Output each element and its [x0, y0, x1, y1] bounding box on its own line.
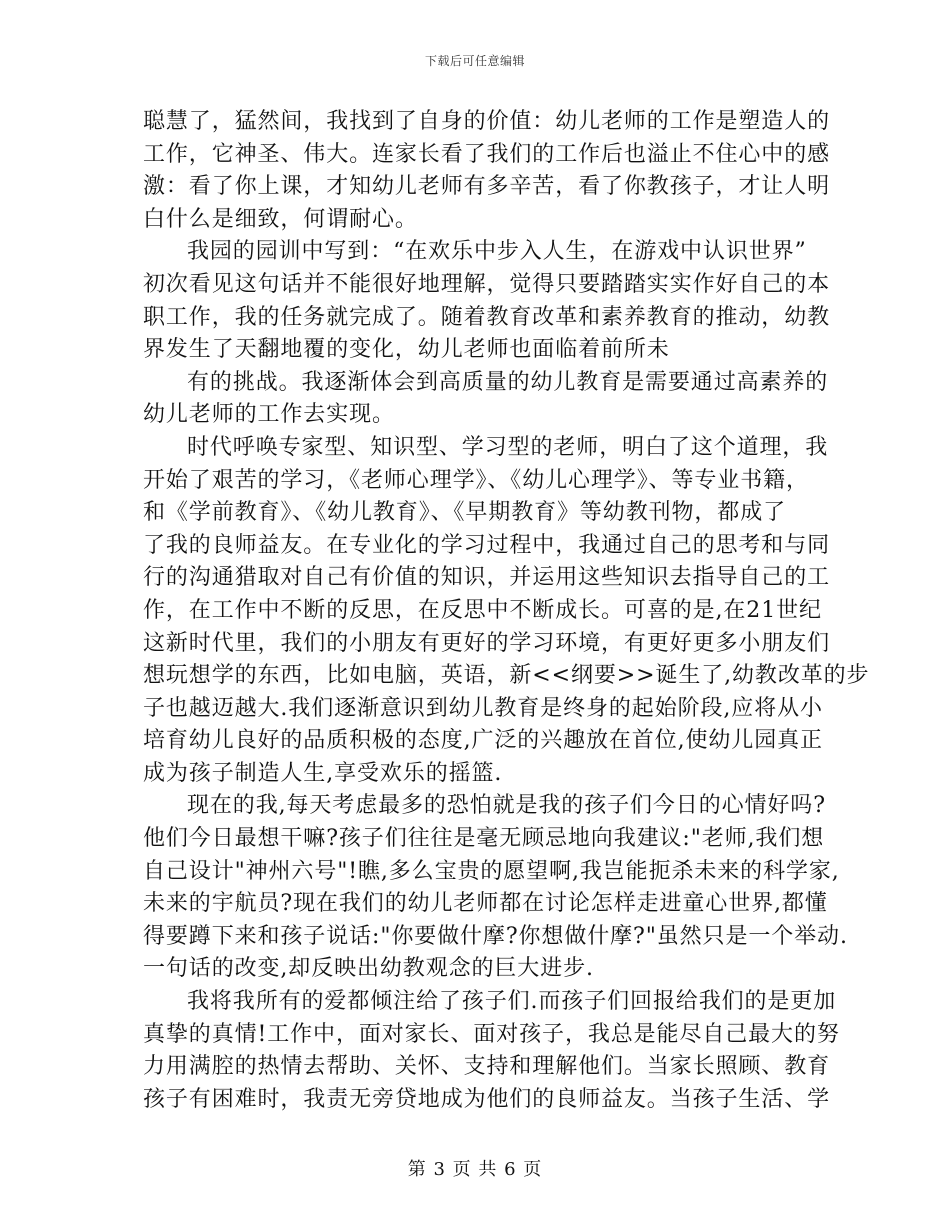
text-line: 作，在工作中不断的反思，在反思中不断成长。可喜的是,在21世纪: [143, 597, 822, 623]
text-line: 界发生了天翻地覆的变化，幼儿老师也面临着前所未: [143, 337, 670, 363]
text-line: 幼儿老师的工作去实现。: [143, 402, 395, 428]
text-line: 开始了艰苦的学习，《老师心理学》、《幼儿心理学》、等专业书籍，: [143, 467, 809, 493]
text-line: 和《学前教育》、《幼儿教育》、《早期教育》等幼教刊物，都成了: [143, 500, 787, 526]
text-line: 孩子有困难时，我责无旁贷地成为他们的良师益友。当孩子生活、学: [143, 1086, 831, 1112]
text-line: 初次看见这句话并不能很好地理解，觉得只要踏踏实实作好自己的本: [143, 271, 831, 297]
text-line: 这新时代里，我们的小朋友有更好的学习环境，有更好更多小朋友们: [143, 630, 831, 656]
document-body: [143, 106, 870, 1116]
text-line: 一句话的改变,却反映出幼教观念的巨大进步.: [143, 956, 594, 982]
text-line: 工作，它神圣、伟大。连家长看了我们的工作后也溢止不住心中的感: [143, 141, 831, 167]
text-line: 时代呼唤专家型、知识型、学习型的老师，明白了这个道理，我: [187, 434, 829, 460]
text-line: 成为孩子制造人生,享受欢乐的摇篮.: [143, 760, 503, 786]
text-line: 我园的园训中写到：“在欢乐中步入人生，在游戏中认识世界”: [187, 239, 807, 265]
text-line: 自己设计"神州六号"!瞧,多么宝贵的愿望啊,我岂能扼杀未来的科学家,: [143, 858, 840, 884]
text-line: 白什么是细致，何谓耐心。: [143, 206, 418, 232]
text-line: 了我的良师益友。在专业化的学习过程中，我通过自己的思考和与同: [143, 532, 831, 558]
page-footer: 第 3 页 共 6 页: [407, 1159, 543, 1180]
text-line: 未来的宇航员?现在我们的幼儿老师都在讨论怎样走进童心世界,都懂: [143, 891, 828, 917]
text-line: 有的挑战。我逐渐体会到高质量的幼儿教育是需要通过高素养的: [187, 369, 829, 395]
text-line: 培育幼儿良好的品质积极的态度,广泛的兴趣放在首位,使幼儿园真正: [143, 728, 823, 754]
text-line: 得要蹲下来和孩子说话:"你要做什摩?你想做什摩?"虽然只是一个举动.: [143, 923, 848, 949]
text-line: 行的沟通猎取对自己有价值的知识，并运用这些知识去指导自己的工: [143, 565, 831, 591]
text-line: 他们今日最想干嘛?孩子们往往是毫无顾忌地向我建议:"老师,我们想: [143, 826, 825, 852]
text-line: 想玩想学的东西，比如电脑，英语，新<<纲要>>诞生了,幼教改革的步: [143, 663, 870, 689]
text-line: 我将我所有的爱都倾注给了孩子们.而孩子们回报给我们的是更加: [187, 989, 837, 1015]
text-line: 激：看了你上课，才知幼儿老师有多辛苦，看了你教孩子，才让人明: [143, 174, 831, 200]
page-header: 下载后可任意编辑: [424, 54, 525, 68]
text-line: 现在的我,每天考虑最多的恐怕就是我的孩子们今日的心情好吗?: [187, 793, 826, 819]
text-line: 职工作，我的任务就完成了。随着教育改革和素养教育的推动，幼教: [143, 304, 831, 330]
text-line: 真挚的真情!工作中，面对家长、面对孩子，我总是能尽自己最大的努: [143, 1021, 840, 1047]
text-line: 聪慧了，猛然间，我找到了自身的价值：幼儿老师的工作是塑造人的: [143, 109, 831, 134]
text-line: 子也越迈越大.我们逐渐意识到幼儿教育是终身的起始阶段,应将从小: [143, 695, 823, 721]
text-line: 力用满腔的热情去帮助、关怀、支持和理解他们。当家长照顾、教育: [143, 1054, 831, 1080]
